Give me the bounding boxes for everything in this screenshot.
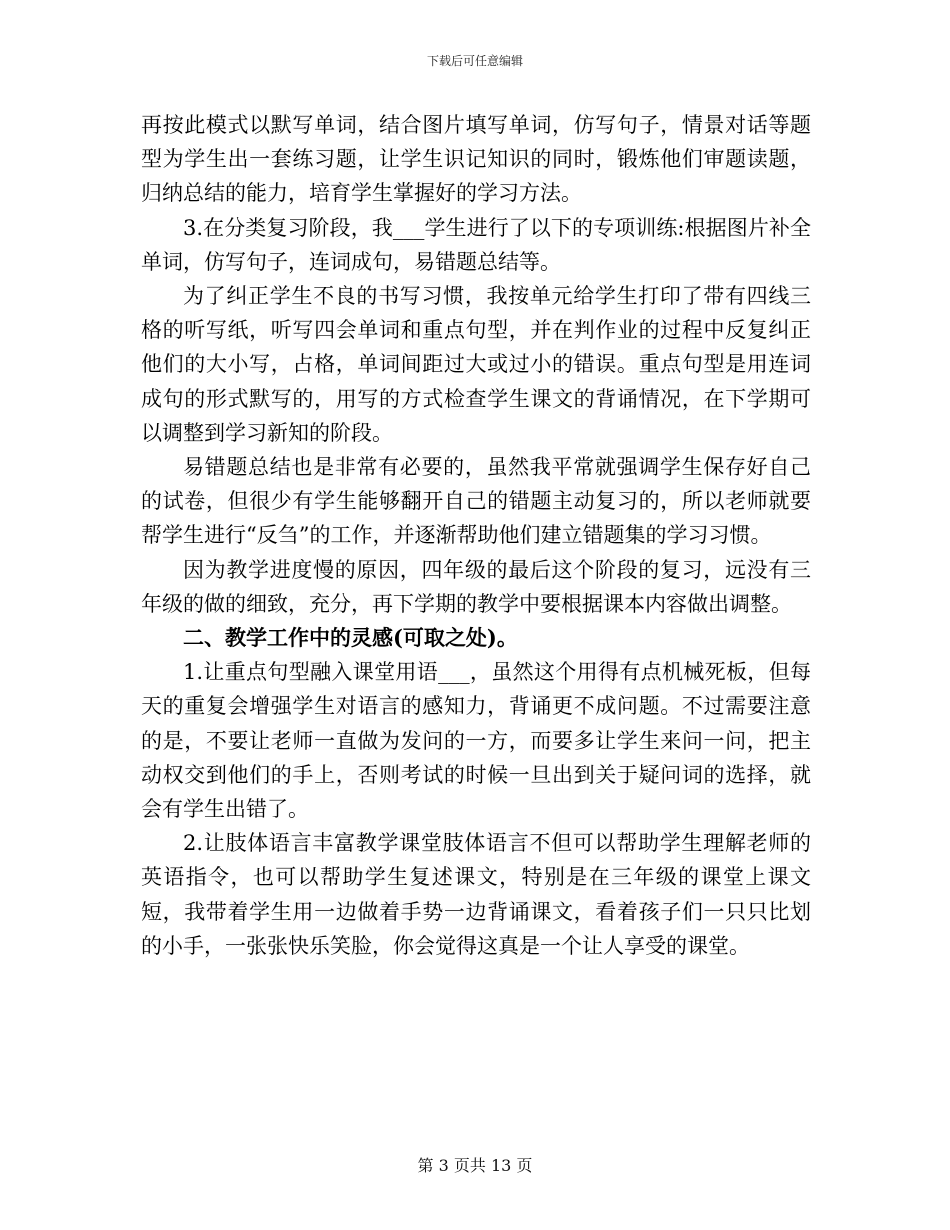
- page-header: 下载后可任意编辑: [426, 54, 523, 68]
- paragraph-item-2: 2.让肢体语言丰富教学课堂肢体语言不但可以帮助学生理解老师的英语指令，也可以帮助学生复述课文，特别是在三年级的课堂上课文短，我带着学生用一边做着手势一边背诵课文，看着孩子们一只只比划的小手，一张张快乐笑脸，你会觉得这真是一个让人享受的课堂。: [141, 831, 811, 958]
- page-footer: 第 3 页共 13 页: [417, 1156, 533, 1175]
- paragraph-continuation: 再按此模式以默写单词，结合图片填写单词，仿写句子，情景对话等题型为学生出一套练习题，让学生识记知识的同时，锻炼他们审题读题，归纳总结的能力，培育学生掌握好的学习方法。: [141, 113, 811, 206]
- paragraph-error-summary: 易错题总结也是非常有必要的，虽然我平常就强调学生保存好自己的试卷，但很少有学生能够翻开自己的错题主动复习的，所以老师就要帮学生进行“反刍”的工作，并逐渐帮助他们建立错题集的学习习惯。: [141, 455, 811, 548]
- body-text: [141, 108, 811, 963]
- paragraph-progress: 因为教学进度慢的原因，四年级的最后这个阶段的复习，远没有三年级的做的细致，充分，再下学期的教学中要根据课本内容做出调整。: [141, 557, 811, 616]
- paragraph-handwriting: 为了纠正学生不良的书写习惯，我按单元给学生打印了带有四线三格的听写纸，听写四会单词和重点句型，并在判作业的过程中反复纠正他们的大小写，占格，单词间距过大或过小的错误。重点句型是用连词成句的形式默写的，用写的方式检查学生课文的背诵情况，在下学期可以调整到学习新知的阶段。: [141, 284, 811, 445]
- section-heading: 二、教学工作中的灵感(可取之处)。: [183, 625, 518, 651]
- paragraph-item-3: 3.在分类复习阶段，我___学生进行了以下的专项训练:根据图片补全单词，仿写句子，连词成句，易错题总结等。: [141, 215, 811, 274]
- paragraph-item-1: 1.让重点句型融入课堂用语___，虽然这个用得有点机械死板，但每天的重复会增强学生对语言的感知力，背诵更不成问题。不过需要注意的是，不要让老师一直做为发问的一方，而要多让学生来问一问，把主动权交到他们的手上，否则考试的时候一旦出到关于疑问词的选择，就会有学生出错了。: [141, 660, 811, 822]
